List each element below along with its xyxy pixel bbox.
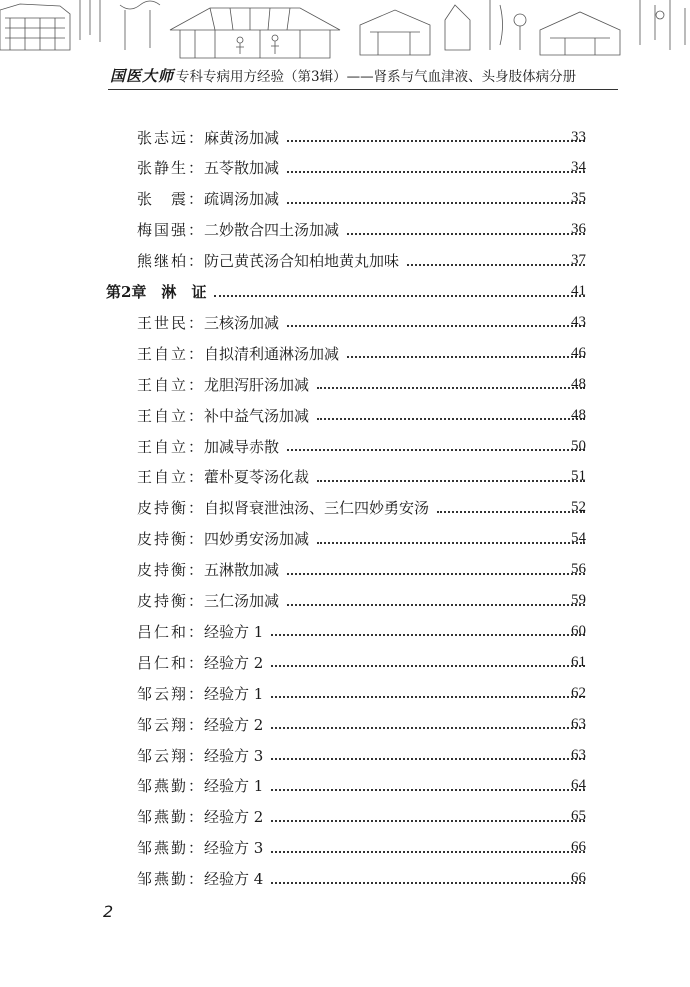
toc-leader-dots bbox=[287, 324, 585, 327]
toc-leader-dots bbox=[437, 510, 585, 513]
toc-entry-author: 张静生： bbox=[137, 159, 203, 178]
toc-page-number: 63 bbox=[571, 746, 586, 763]
toc-entry-row[interactable] bbox=[0, 649, 690, 675]
toc-entry-title: 自拟清利通淋汤加减 bbox=[204, 344, 340, 363]
toc-entry-title: 经验方 2 bbox=[204, 653, 264, 672]
toc-entry-row[interactable] bbox=[0, 464, 690, 490]
toc-page-number: 36 bbox=[571, 221, 586, 238]
toc-entry-title: 经验方 1 bbox=[204, 622, 264, 641]
toc-entry-row[interactable] bbox=[0, 340, 690, 366]
toc-entry-title: 疏调汤加减 bbox=[204, 190, 280, 209]
toc-entry-row[interactable] bbox=[0, 217, 690, 243]
toc-entry-author: 邹燕勤： bbox=[137, 808, 203, 827]
toc-entry-row[interactable] bbox=[0, 835, 690, 861]
toc-leader-dots bbox=[271, 819, 585, 822]
toc-page-number: 46 bbox=[571, 344, 586, 361]
toc-page-number: 66 bbox=[571, 870, 586, 887]
toc-page-number: 41 bbox=[571, 283, 586, 299]
toc-entry-title: 自拟肾衰泄浊汤、三仁四妙勇安汤 bbox=[204, 499, 430, 518]
toc-entry-title: 经验方 3 bbox=[204, 839, 264, 858]
toc-chapter-label: 第2章 淋 证 bbox=[106, 283, 207, 301]
toc-entry-author: 王自立： bbox=[137, 344, 203, 363]
toc-leader-dots bbox=[287, 170, 585, 173]
toc-leader-dots bbox=[317, 541, 585, 544]
toc-leader-dots bbox=[407, 263, 585, 266]
toc-page-number: 56 bbox=[571, 561, 586, 578]
toc-entry-title: 经验方 1 bbox=[204, 684, 264, 703]
toc-entry-row[interactable] bbox=[0, 557, 690, 583]
header-subtitle: 专科专病用方经验（第3辑）——肾系与气血津液、头身肢体病分册 bbox=[176, 69, 577, 85]
toc-entry-title: 经验方 1 bbox=[204, 777, 264, 796]
toc-entry-author: 王自立： bbox=[137, 437, 203, 456]
toc-entry-row[interactable] bbox=[0, 155, 690, 181]
toc-page-number: 33 bbox=[571, 128, 586, 145]
toc-entry-author: 邹云翔： bbox=[137, 746, 203, 765]
toc-entry-author: 熊继柏： bbox=[137, 252, 203, 271]
toc-page-number: 61 bbox=[571, 653, 586, 670]
toc-entry-row[interactable] bbox=[0, 402, 690, 428]
toc-entry-title: 龙胆泻肝汤加减 bbox=[204, 375, 310, 394]
toc-entry-row[interactable] bbox=[0, 866, 690, 892]
toc-page-number: 43 bbox=[571, 313, 586, 330]
page-number: 2 bbox=[103, 902, 114, 921]
toc-entry-author: 王世民： bbox=[137, 313, 203, 332]
toc-entry-row[interactable] bbox=[0, 588, 690, 614]
toc-chapter-row[interactable] bbox=[0, 279, 690, 305]
toc-entry-title: 补中益气汤加减 bbox=[204, 406, 310, 425]
toc-entry-author: 张 震： bbox=[137, 190, 203, 209]
toc-entry-row[interactable] bbox=[0, 124, 690, 150]
toc-entry-row[interactable] bbox=[0, 526, 690, 552]
toc-entry-title: 防己黄芪汤合知柏地黄丸加味 bbox=[204, 252, 400, 271]
toc-leader-dots bbox=[287, 201, 585, 204]
toc-page-number: 62 bbox=[571, 684, 586, 701]
toc-entry-author: 皮持衡： bbox=[137, 499, 203, 518]
toc-page-number: 50 bbox=[571, 437, 586, 454]
toc-entry-row[interactable] bbox=[0, 495, 690, 521]
toc-entry-author: 王自立： bbox=[137, 406, 203, 425]
toc-entry-author: 皮持衡： bbox=[137, 530, 203, 549]
toc-entry-author: 王自立： bbox=[137, 468, 203, 487]
toc-entry-author: 邹燕勤： bbox=[137, 870, 203, 889]
toc-entry-title: 经验方 4 bbox=[204, 870, 264, 889]
toc-leader-dots bbox=[271, 664, 585, 667]
toc-entry-row[interactable] bbox=[0, 433, 690, 459]
toc-page-number: 48 bbox=[571, 375, 586, 392]
toc-entry-row[interactable] bbox=[0, 248, 690, 274]
toc-leader-dots bbox=[347, 355, 585, 358]
toc-entry-author: 邹云翔： bbox=[137, 715, 203, 734]
toc-page-number: 34 bbox=[571, 159, 586, 176]
toc-entry-row[interactable] bbox=[0, 371, 690, 397]
toc-leader-dots bbox=[317, 417, 585, 420]
toc-page-number: 65 bbox=[571, 808, 586, 825]
toc-entry-row[interactable] bbox=[0, 742, 690, 768]
toc-entry-title: 四妙勇安汤加减 bbox=[204, 530, 310, 549]
toc-leader-dots bbox=[214, 294, 585, 297]
toc-entry-title: 藿朴夏苓汤化裁 bbox=[204, 468, 310, 487]
toc-leader-dots bbox=[271, 881, 585, 884]
toc-leader-dots bbox=[317, 479, 585, 482]
toc-entry-author: 吕仁和： bbox=[137, 622, 203, 641]
toc-entry-title: 加减导赤散 bbox=[204, 437, 280, 456]
toc-page-number: 63 bbox=[571, 715, 586, 732]
toc-entry-author: 邹燕勤： bbox=[137, 777, 203, 796]
toc-leader-dots bbox=[287, 139, 585, 142]
toc-leader-dots bbox=[271, 633, 585, 636]
toc-entry-title: 五苓散加减 bbox=[204, 159, 280, 178]
toc-entry-row[interactable] bbox=[0, 186, 690, 212]
toc-entry-author: 吕仁和： bbox=[137, 653, 203, 672]
toc-leader-dots bbox=[271, 788, 585, 791]
header-brand: 国医大师 bbox=[110, 67, 175, 85]
toc-page-number: 54 bbox=[571, 530, 586, 547]
toc-page-number: 51 bbox=[571, 468, 586, 485]
toc-entry-row[interactable] bbox=[0, 680, 690, 706]
toc-entry-row[interactable] bbox=[0, 309, 690, 335]
toc-page-number: 37 bbox=[571, 252, 586, 269]
toc-leader-dots bbox=[347, 232, 585, 235]
toc-page-number: 35 bbox=[571, 190, 586, 207]
toc-entry-row[interactable] bbox=[0, 804, 690, 830]
toc-entry-row[interactable] bbox=[0, 773, 690, 799]
toc-entry-author: 邹云翔： bbox=[137, 684, 203, 703]
toc-leader-dots bbox=[287, 572, 585, 575]
toc-page-number: 64 bbox=[571, 777, 586, 794]
toc-entry-title: 经验方 3 bbox=[204, 746, 264, 765]
toc-leader-dots bbox=[271, 695, 585, 698]
toc-page-number: 60 bbox=[571, 622, 586, 639]
toc-entry-row[interactable] bbox=[0, 711, 690, 737]
toc-leader-dots bbox=[317, 386, 585, 389]
toc-page-number: 66 bbox=[571, 839, 586, 856]
toc-leader-dots bbox=[271, 850, 585, 853]
toc-entry-author: 邹燕勤： bbox=[137, 839, 203, 858]
toc-entry-title: 麻黄汤加减 bbox=[204, 128, 280, 147]
toc-leader-dots bbox=[287, 603, 585, 606]
toc-leader-dots bbox=[287, 448, 585, 451]
toc-entry-row[interactable] bbox=[0, 618, 690, 644]
toc-entry-title: 三仁汤加减 bbox=[204, 592, 280, 610]
toc-entry-title: 二妙散合四土汤加减 bbox=[204, 221, 340, 240]
toc-entry-author: 张志远： bbox=[137, 128, 203, 147]
toc-entry-title: 五淋散加减 bbox=[204, 561, 280, 580]
toc-entry-author: 皮持衡： bbox=[137, 561, 203, 580]
toc-leader-dots bbox=[271, 726, 585, 729]
toc-page-number: 52 bbox=[571, 499, 586, 516]
toc-leader-dots bbox=[271, 757, 585, 760]
toc-entry-author: 梅国强： bbox=[137, 221, 203, 240]
toc-entry-author: 皮持衡： bbox=[137, 592, 203, 610]
toc-page-number: 48 bbox=[571, 406, 586, 423]
toc-page-number: 59 bbox=[571, 592, 586, 608]
toc-entry-author: 王自立： bbox=[137, 375, 203, 394]
toc-entry-title: 三核汤加减 bbox=[204, 313, 280, 332]
toc-entry-title: 经验方 2 bbox=[204, 808, 264, 827]
toc-entry-title: 经验方 2 bbox=[204, 715, 264, 734]
